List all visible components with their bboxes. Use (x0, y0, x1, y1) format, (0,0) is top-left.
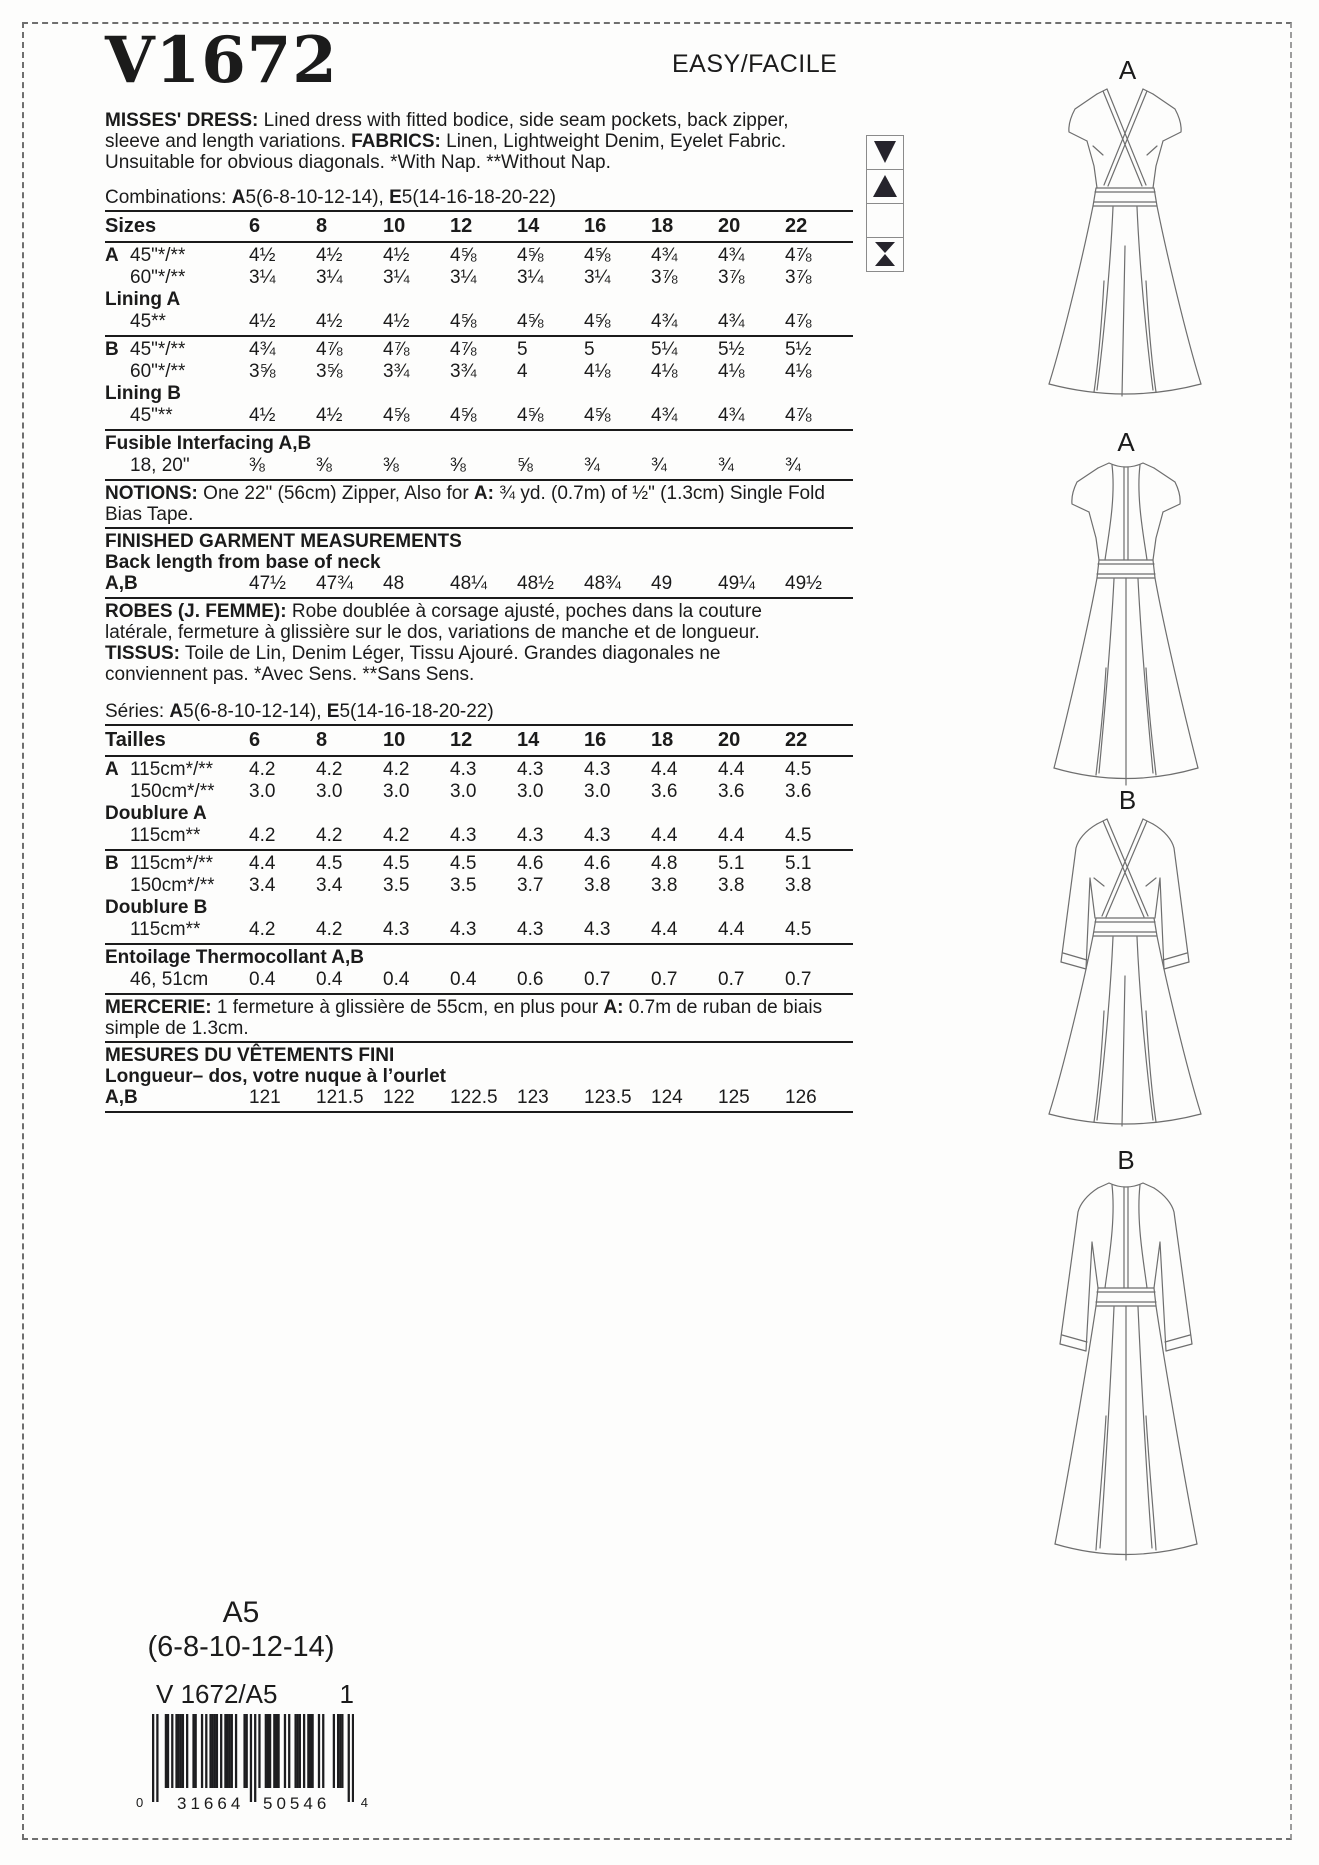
yardage-cell: 4⅞ (316, 339, 343, 360)
text-line: conviennent pas. *Avec Sens. **Sans Sens. (105, 664, 475, 685)
yardage-cell: 4.2 (249, 759, 276, 780)
yardage-cell: 3.4 (316, 875, 343, 896)
yardage-table-en (105, 210, 865, 481)
yardage-cell: 4¾ (718, 245, 745, 266)
table-row (105, 947, 865, 969)
yardage-cell: 0.7 (584, 969, 611, 990)
yardage-cell: 4¾ (249, 339, 276, 360)
yardage-cell: ¾ (651, 455, 667, 476)
view-label-b-back: B (1117, 1145, 1135, 1175)
yardage-cell: ⅜ (383, 455, 399, 476)
yardage-cell: 3⅞ (718, 267, 745, 288)
yardage-table-fr (105, 724, 865, 995)
yardage-cell: 3.0 (450, 781, 477, 802)
sheet-number: 1 (339, 1679, 354, 1709)
yardage-cell: 3.5 (450, 875, 477, 896)
yardage-cell: 4.6 (584, 853, 611, 874)
view-size-range: (6-8-10-12-14) (147, 1631, 335, 1663)
yardage-cell: 3.8 (718, 875, 745, 896)
yardage-cell: 4⅝ (517, 311, 544, 332)
yardage-cell: 4.2 (316, 759, 343, 780)
yardage-cell: 4⅛ (584, 361, 611, 382)
measure-cell: 49½ (785, 573, 822, 594)
yardage-cell: 3⅞ (785, 267, 812, 288)
yardage-cell: 5.1 (785, 853, 812, 874)
size-header-cell: 18 (651, 729, 674, 751)
yardage-cell: 4.3 (450, 825, 477, 846)
section-label: Doublure A (105, 803, 207, 824)
yardage-cell: 3.7 (517, 875, 544, 896)
yardage-cell: 4¾ (718, 311, 745, 332)
table-row (105, 245, 865, 267)
yardage-cell: 4.5 (785, 825, 812, 846)
yardage-cell: 3¾ (383, 361, 410, 382)
yardage-cell: 4½ (249, 245, 276, 266)
table-rule (105, 479, 853, 481)
finished-measurements-row-fr (105, 1087, 865, 1109)
yardage-cell: 4½ (249, 311, 276, 332)
yardage-cell: 4⅞ (785, 405, 812, 426)
yardage-cell: 4.2 (316, 919, 343, 940)
blank-box-icon (866, 203, 904, 238)
table-rule (105, 724, 853, 726)
view-label-b-front: B (1118, 785, 1137, 815)
measure-cell: 47¾ (316, 573, 353, 594)
yardage-cell: ⅝ (517, 455, 533, 476)
table-rule (105, 993, 853, 995)
yardage-cell: 4½ (383, 311, 410, 332)
view-label-a-back: A (1117, 427, 1135, 457)
sizes-label: Sizes (105, 215, 157, 237)
table-row (105, 339, 865, 361)
yardage-cell: 4⅝ (517, 245, 544, 266)
row-label: B 45"*/** (105, 339, 186, 360)
yardage-cell: 4.3 (584, 919, 611, 940)
size-table-header-row (105, 214, 865, 239)
measure-cell: 48¾ (584, 573, 621, 594)
yardage-cell: 5.1 (718, 853, 745, 874)
yardage-cell: 4.5 (450, 853, 477, 874)
measure-cell: 48 (383, 573, 405, 594)
yardage-cell: 4¾ (651, 405, 678, 426)
row-label: B 115cm*/** (105, 853, 214, 874)
yardage-cell: 3.4 (249, 875, 276, 896)
yardage-cell: 4.3 (584, 759, 611, 780)
yardage-cell: 0.4 (316, 969, 343, 990)
main-text-column (105, 23, 865, 1115)
barcode-bars (152, 1714, 354, 1804)
barcode-digits-right: 50546 (263, 1794, 331, 1813)
size-header-cell: 22 (785, 729, 808, 751)
table-row (105, 361, 865, 383)
measure-cell: 121.5 (316, 1087, 364, 1108)
yardage-cell: 3.6 (651, 781, 678, 802)
yardage-cell: 0.4 (249, 969, 276, 990)
yardage-cell: 4⅞ (383, 339, 410, 360)
section-label: Fusible Interfacing A,B (105, 433, 312, 454)
text-line: Combinations: A5(6-8-10-12-14), E5(14-16-18-20-22) (105, 187, 556, 208)
table-rule (105, 943, 853, 945)
text-line: NOTIONS: One 22" (56cm) Zipper, Also for A: ¾ yd. (0.7m) of ½" (1.3cm) Single Fold (105, 483, 825, 504)
yardage-cell: ⅜ (450, 455, 466, 476)
text-line: Bias Tape. (105, 504, 194, 525)
size-header-cell: 10 (383, 215, 406, 237)
section-label: Lining A (105, 289, 181, 310)
size-header-cell: 12 (450, 729, 473, 751)
dress-a-front-illustration (1040, 56, 1215, 406)
yardage-cell: 4¾ (651, 311, 678, 332)
yardage-cell: 4.3 (450, 759, 477, 780)
series-line (105, 701, 865, 722)
yardage-cell: 3.0 (584, 781, 611, 802)
dress-b-back-illustration (1046, 1146, 1206, 1576)
yardage-cell: 4.2 (316, 825, 343, 846)
table-rule (105, 210, 853, 212)
table-row (105, 875, 865, 897)
yardage-cell: 4.3 (517, 759, 544, 780)
yardage-cell: 4⅝ (450, 405, 477, 426)
yardage-cell: 5 (517, 339, 528, 360)
yardage-cell: 4⅝ (584, 311, 611, 332)
text-line: MISSES' DRESS: Lined dress with fitted bodice, side seam pockets, back zipper, (105, 110, 789, 131)
yardage-cell: 4.5 (383, 853, 410, 874)
yardage-cell: 4.3 (517, 825, 544, 846)
yardage-cell: 4¾ (718, 405, 745, 426)
table-row (105, 781, 865, 803)
table-row (105, 919, 865, 941)
text-line: sleeve and length variations. FABRICS: Linen, Lightweight Denim, Eyelet Fabric. (105, 131, 787, 152)
yardage-cell: 5½ (785, 339, 812, 360)
yardage-cell: 3¼ (584, 267, 611, 288)
size-header-cell: 6 (249, 215, 261, 237)
row-label: 18, 20" (130, 455, 190, 476)
yardage-cell: 4.4 (651, 759, 678, 780)
row-label: 150cm*/** (130, 875, 215, 896)
yardage-cell: 3¼ (249, 267, 276, 288)
yardage-cell: 0.7 (651, 969, 678, 990)
table-row (105, 969, 865, 991)
size-header-cell: 16 (584, 215, 607, 237)
table-row (105, 289, 865, 311)
description-en (105, 110, 865, 173)
barcode-digit-first: 0 (136, 1795, 144, 1810)
table-row (105, 803, 865, 825)
row-label: A 45"*/** (105, 245, 186, 266)
measure-cell: 126 (785, 1087, 817, 1108)
table-rule (105, 335, 853, 337)
measure-cell: 49 (651, 573, 673, 594)
size-header-cell: 18 (651, 215, 674, 237)
yardage-cell: 4.4 (718, 919, 745, 940)
yardage-cell: 4.3 (584, 825, 611, 846)
yardage-cell: 0.4 (383, 969, 410, 990)
size-header-cell: 10 (383, 729, 406, 751)
table-rule (105, 429, 853, 431)
yardage-cell: ⅜ (316, 455, 332, 476)
table-rule (105, 849, 853, 851)
pattern-number: V1672 (105, 23, 338, 98)
divider-rule (105, 527, 853, 529)
yardage-cell: 4⅞ (785, 311, 812, 332)
yardage-cell: 0.7 (785, 969, 812, 990)
yardage-cell: 4⅝ (450, 245, 477, 266)
table-row (105, 455, 865, 477)
yardage-cell: 4½ (316, 245, 343, 266)
yardage-cell: 5 (584, 339, 595, 360)
yardage-cell: 3¼ (517, 267, 544, 288)
size-header-cell: 8 (316, 215, 328, 237)
yardage-cell: 4⅞ (785, 245, 812, 266)
yardage-cell: 4⅞ (450, 339, 477, 360)
yardage-cell: 4.2 (383, 759, 410, 780)
table-rule (105, 755, 853, 757)
yardage-cell: 3.8 (584, 875, 611, 896)
size-header-cell: 14 (517, 729, 540, 751)
combinations-line (105, 187, 865, 208)
yardage-cell: 3⅞ (651, 267, 678, 288)
yardage-cell: 3.0 (249, 781, 276, 802)
yardage-cell: 4⅝ (584, 245, 611, 266)
yardage-cell: ¾ (584, 455, 600, 476)
yardage-cell: 3⅝ (249, 361, 276, 382)
yardage-cell: 4⅝ (584, 405, 611, 426)
sku: V 1672/A5 (156, 1679, 278, 1709)
finished-measurements-subtitle-fr: Longueur– dos, votre nuque à l’ourlet (105, 1066, 446, 1087)
yardage-cell: 4.3 (517, 919, 544, 940)
finished-measurements-subtitle-en: Back length from base of neck (105, 552, 381, 573)
measure-row-label: A,B (105, 1087, 138, 1108)
yardage-cell: 4⅝ (517, 405, 544, 426)
barcode-digits-left: 31664 (177, 1794, 245, 1813)
yardage-cell: 4.4 (718, 825, 745, 846)
row-label: 45"** (130, 405, 173, 426)
mercerie-paragraph (105, 997, 865, 1039)
yardage-cell: 4⅝ (383, 405, 410, 426)
text-line: latérale, fermeture à glissière sur le dos, variations de manche et de longueur. (105, 622, 760, 643)
table-row (105, 311, 865, 333)
table-row (105, 383, 865, 405)
yardage-cell: 3.8 (651, 875, 678, 896)
text-line: MERCERIE: 1 fermeture à glissière de 55cm, en plus pour A: 0.7m de ruban de biais (105, 997, 823, 1018)
yardage-cell: 4⅛ (651, 361, 678, 382)
yardage-cell: 4.5 (785, 919, 812, 940)
size-header-cell: 22 (785, 215, 808, 237)
table-row (105, 897, 865, 919)
yardage-cell: 3¼ (383, 267, 410, 288)
section-label: Lining B (105, 383, 181, 404)
without-nap-up-triangle-icon (866, 169, 904, 204)
row-label: 115cm** (130, 919, 201, 940)
yardage-cell: 4¾ (651, 245, 678, 266)
yardage-cell: 5¼ (651, 339, 678, 360)
measure-cell: 123.5 (584, 1087, 632, 1108)
yardage-cell: 3.6 (785, 781, 812, 802)
yardage-cell: 0.4 (450, 969, 477, 990)
table-row (105, 267, 865, 289)
yardage-cell: 4.8 (651, 853, 678, 874)
dress-a-back-illustration (1046, 428, 1206, 798)
difficulty-label: EASY/FACILE (672, 50, 838, 78)
row-label: 60"*/** (130, 267, 186, 288)
finished-measurements-title-en: FINISHED GARMENT MEASUREMENTS (105, 531, 462, 552)
yardage-cell: 4⅛ (718, 361, 745, 382)
with-nap-down-triangle-icon (866, 135, 904, 170)
either-way-hourglass-icon (866, 237, 904, 272)
measure-cell: 124 (651, 1087, 683, 1108)
sku-line (110, 1680, 372, 1708)
size-header-cell: 6 (249, 729, 261, 751)
measure-cell: 48½ (517, 573, 554, 594)
yardage-cell: 3⅝ (316, 361, 343, 382)
yardage-cell: 3.0 (383, 781, 410, 802)
yardage-cell: 4½ (316, 311, 343, 332)
size-header-cell: 20 (718, 729, 741, 751)
yardage-cell: 4.2 (249, 825, 276, 846)
yardage-cell: 4 (517, 361, 528, 382)
yardage-cell: 3.5 (383, 875, 410, 896)
measure-cell: 122.5 (450, 1087, 498, 1108)
row-label: A 115cm*/** (105, 759, 214, 780)
view-code: A5 (222, 1596, 260, 1629)
text-line: Unsuitable for obvious diagonals. *With Nap. **Without Nap. (105, 152, 611, 173)
yardage-cell: 3¾ (450, 361, 477, 382)
yardage-cell: 3¼ (316, 267, 343, 288)
text-line: simple de 1.3cm. (105, 1018, 249, 1039)
yardage-cell: 4.4 (718, 759, 745, 780)
text-line: TISSUS: Toile de Lin, Denim Léger, Tissu Ajouré. Grandes diagonales ne (105, 643, 721, 664)
row-label: 115cm** (130, 825, 201, 846)
footer-block (110, 1596, 372, 1813)
yardage-cell: 4⅛ (785, 361, 812, 382)
finished-measurements-row-en (105, 573, 865, 595)
yardage-cell: 3.6 (718, 781, 745, 802)
yardage-cell: 4.4 (651, 825, 678, 846)
size-table-header-row (105, 728, 865, 753)
yardage-cell: 3.0 (517, 781, 544, 802)
size-header-cell: 8 (316, 729, 328, 751)
table-row (105, 433, 865, 455)
measure-row-label: A,B (105, 573, 138, 594)
row-label: 60"*/** (130, 361, 186, 382)
table-rule (105, 241, 853, 243)
text-line: Séries: A5(6-8-10-12-14), E5(14-16-18-20-22) (105, 701, 494, 722)
measure-cell: 123 (517, 1087, 549, 1108)
size-header-cell: 16 (584, 729, 607, 751)
row-label: 150cm*/** (130, 781, 215, 802)
measure-cell: 125 (718, 1087, 750, 1108)
yardage-cell: 3¼ (450, 267, 477, 288)
barcode-digit-last: 4 (360, 1795, 368, 1810)
notions-paragraph (105, 483, 865, 525)
yardage-cell: 4.5 (785, 759, 812, 780)
yardage-cell: 0.6 (517, 969, 544, 990)
nap-symbol-key (866, 136, 904, 272)
yardage-cell: 5½ (718, 339, 745, 360)
yardage-cell: 3.8 (785, 875, 812, 896)
row-label: 46, 51cm (130, 969, 209, 990)
size-header-cell: 12 (450, 215, 473, 237)
yardage-cell: 4.2 (249, 919, 276, 940)
yardage-cell: 4.4 (249, 853, 276, 874)
table-row (105, 853, 865, 875)
barcode (136, 1714, 368, 1813)
view-label-a-front: A (1118, 55, 1137, 85)
size-header-cell: 14 (517, 215, 540, 237)
yardage-cell: 4½ (249, 405, 276, 426)
dress-b-front-illustration (1040, 786, 1215, 1136)
divider-rule (105, 597, 853, 599)
table-row (105, 759, 865, 781)
table-row (105, 825, 865, 847)
row-label: 45** (130, 311, 166, 332)
divider-rule (105, 1111, 853, 1113)
measure-cell: 122 (383, 1087, 415, 1108)
section-label: Doublure B (105, 897, 208, 918)
divider-rule (105, 1041, 853, 1043)
yardage-cell: 4½ (383, 245, 410, 266)
sizes-label: Tailles (105, 729, 166, 751)
yardage-cell: 4.2 (383, 825, 410, 846)
table-row (105, 405, 865, 427)
yardage-cell: ⅜ (249, 455, 265, 476)
measure-cell: 47½ (249, 573, 286, 594)
yardage-cell: 4.4 (651, 919, 678, 940)
size-header-cell: 20 (718, 215, 741, 237)
description-fr (105, 601, 865, 685)
yardage-cell: 4.3 (450, 919, 477, 940)
yardage-cell: 4½ (316, 405, 343, 426)
yardage-cell: 3.0 (316, 781, 343, 802)
section-label: Entoilage Thermocollant A,B (105, 947, 364, 968)
measure-cell: 49¼ (718, 573, 755, 594)
text-line: ROBES (J. FEMME): Robe doublée à corsage ajusté, poches dans la couture (105, 601, 762, 622)
measure-cell: 48¼ (450, 573, 487, 594)
yardage-cell: 0.7 (718, 969, 745, 990)
yardage-cell: 4.3 (383, 919, 410, 940)
yardage-cell: ¾ (785, 455, 801, 476)
yardage-cell: 4.5 (316, 853, 343, 874)
yardage-cell: 4.6 (517, 853, 544, 874)
finished-measurements-title-fr: MESURES DU VÊTEMENTS FINI (105, 1045, 395, 1066)
measure-cell: 121 (249, 1087, 281, 1108)
yardage-cell: 4⅝ (450, 311, 477, 332)
yardage-cell: ¾ (718, 455, 734, 476)
